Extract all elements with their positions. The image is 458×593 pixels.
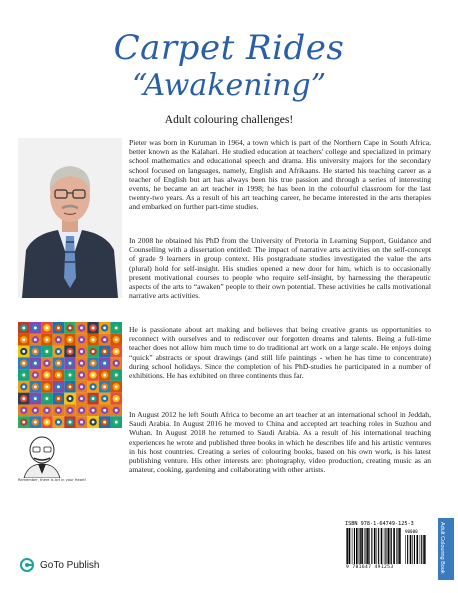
publisher-logo-icon — [20, 558, 34, 572]
barcode — [346, 528, 402, 564]
isbn-label: ISBN 978-1-64749-125-3 — [345, 521, 414, 527]
mosaic-artwork — [18, 322, 122, 428]
bio-paragraph-4: In August 2012 he left South Africa to become an art teacher at an international school in Jeddah, Saudi Arabia. In August 2016 he moved to China and accepted art teaching roles in Suzhou and Wuhan. In August 2018 he returned to Saudi Arabia. As a result of his international teaching experiences he wrote and published three books in which he describes life and his artistic ventures in his host countries. Creating a series of colouring books, based on his own work, is his latest publishing venture. His other interests are: photography, video production, creating music as an amateur, cooking, gardening and collaborating with other artists. — [129, 410, 431, 475]
publisher-logo — [20, 558, 99, 572]
price-code: 90000 — [405, 529, 418, 534]
author-portrait — [18, 138, 122, 298]
publisher-name: GoTo Publish — [40, 559, 100, 571]
bio-paragraph-2: In 2008 he obtained his PhD from the University of Pretoria in Learning Support, Guidance and Counselling with a dissertation entitled: The impact of narrative arts activities on the self-concept of grade 9 learners in group context. His postgraduate studies investigated the value the arts (plural) hold for self-insight. His studies opened a new door for him, which is to occasionally present motivational courses to people who require self-insight, by harnessing the therapeutic aspects of the arts to “awaken” people to their own potential. These activities he calls motivational narrative arts activities. — [129, 236, 431, 301]
spine-label: Adult Colouring Book — [439, 522, 445, 574]
spine-strip — [438, 518, 454, 580]
caricature-drawing — [18, 434, 68, 478]
book-subtitle: Adult colouring challenges! — [164, 114, 294, 126]
price-barcode — [405, 535, 427, 564]
book-title-line1: Carpet Rides — [113, 28, 345, 68]
caricature-caption: Remember, there is Art in your Heart! — [18, 478, 87, 482]
book-title-line2: “Awakening” — [131, 68, 327, 103]
barcode-digits: 9 781647 491253 — [346, 565, 394, 570]
bio-paragraph-3: He is passionate about art making and believes that being creative grants us opportunities to reconnect with ourselves and to rediscover our forgotten dreams and talents. Being a full-time teacher does not allow him much time to do traditional art work on a large scale. He enjoys doing “quick” abstracts or spout drawings (and still life paintings - when he has time to concentrate) during school holidays. Since the completion of his PhD-studies he participated in a number of exhibitions. He has exhibited on three continents thus far. — [129, 325, 431, 381]
bio-paragraph-1: Pieter was born in Kuruman in 1964, a town which is part of the Northern Cape in South Africa, better known as the Kalahari. He studied education at teachers' college and specialized in primary school mathematics and educational speech and drama. His university majors for the secondary school focused on languages, namely, English and Afrikaans. He started his teaching career as a teacher of English but art has always been his true passion and through a series of interesting events, he became an art teacher in 1998; he has been in the colourful classroom for the last twenty-two years. As a result of his art teaching career, he became interested in the arts therapies and embarked on further part-time studies. — [129, 138, 431, 212]
